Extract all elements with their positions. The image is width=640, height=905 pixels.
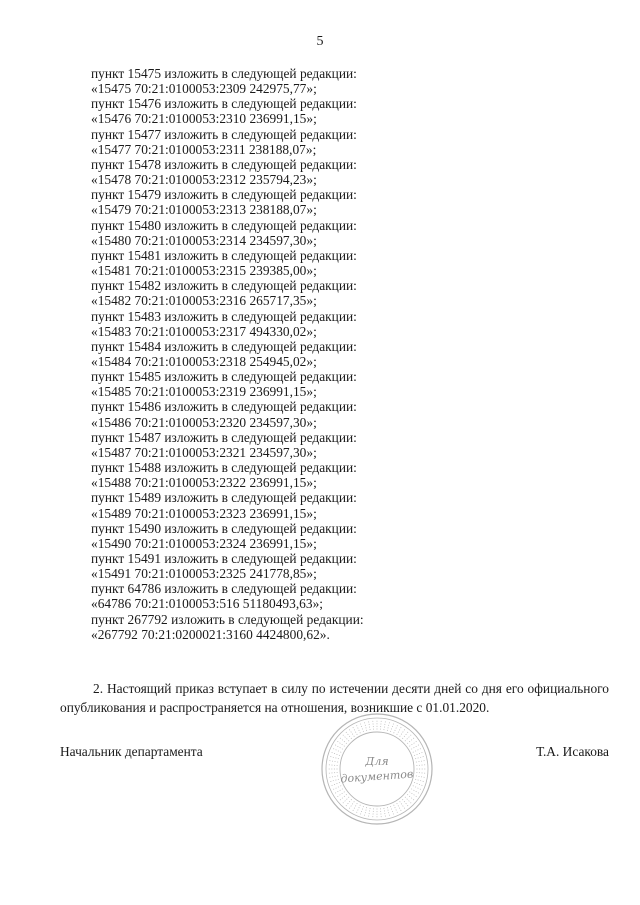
amendment-point-line: пункт 15491 изложить в следующей редакции:: [91, 551, 357, 566]
page-number: 5: [316, 34, 324, 49]
signer-name: Т.А. Исакова: [536, 744, 609, 759]
stamp-seal-icon: [320, 712, 434, 826]
amendment-point-line: пункт 15478 изложить в следующей редакции:: [91, 156, 357, 172]
amendment-text-line: «15489 70:21:0100053:2323 236991,15»;: [91, 505, 317, 521]
amendment-text-line: «64786 70:21:0100053:516 51180493,63»;: [91, 596, 323, 612]
clause-2-paragraph: 2. Настоящий приказ вступает в силу по истечении десяти дней со дня его официального опубликования и распространяется на отношения, возникшие с 01.01.2020.: [60, 681, 609, 715]
amendment-text-line: «15481 70:21:0100053:2315 239385,00»;: [91, 263, 317, 279]
amendment-text-line: «15488 70:21:0100053:2322 236991,15»;: [91, 475, 317, 491]
signer-title: Начальник департамента: [60, 744, 203, 759]
amendment-text-line: «15476 70:21:0100053:2310 236991,15»;: [91, 111, 317, 127]
amendment-list: [91, 66, 411, 642]
amendment-point-line: пункт 15487 изложить в следующей редакции:: [91, 429, 357, 445]
amendment-point-line: пункт 15476 изложить в следующей редакции:: [91, 96, 357, 112]
amendment-point-line: пункт 15486 изложить в следующей редакции:: [91, 399, 357, 415]
amendment-text-line: «267792 70:21:0200021:3160 4424800,62».: [91, 626, 330, 642]
amendment-point-line: пункт 15475 изложить в следующей редакции:: [91, 66, 357, 81]
amendment-point-line: пункт 15477 изложить в следующей редакции:: [91, 126, 357, 142]
amendment-text-line: «15482 70:21:0100053:2316 265717,35»;: [91, 293, 317, 309]
amendment-text-line: «15486 70:21:0100053:2320 234597,30»;: [91, 414, 317, 430]
stamp-text-line1: Для: [365, 755, 389, 768]
amendment-text-line: «15483 70:21:0100053:2317 494330,02»;: [91, 323, 317, 339]
amendment-point-line: пункт 15488 изложить в следующей редакции:: [91, 460, 357, 476]
amendment-text-line: «15491 70:21:0100053:2325 241778,85»;: [91, 566, 317, 582]
amendment-point-line: пункт 15484 изложить в следующей редакции:: [91, 338, 357, 354]
amendment-point-line: пункт 15490 изложить в следующей редакции:: [91, 520, 357, 536]
amendment-point-line: пункт 15482 изложить в следующей редакции:: [91, 278, 357, 294]
amendment-text-line: «15480 70:21:0100053:2314 234597,30»;: [91, 232, 317, 248]
amendment-text-line: «15487 70:21:0100053:2321 234597,30»;: [91, 444, 317, 460]
amendment-point-line: пункт 15479 изложить в следующей редакции:: [91, 187, 357, 203]
amendment-point-line: пункт 15481 изложить в следующей редакции:: [91, 247, 357, 263]
amendment-text-line: «15477 70:21:0100053:2311 238188,07»;: [91, 141, 317, 157]
amendment-text-line: «15479 70:21:0100053:2313 238188,07»;: [91, 202, 317, 218]
amendment-text-line: «15475 70:21:0100053:2309 242975,77»;: [91, 81, 317, 97]
amendment-point-line: пункт 15485 изложить в следующей редакции:: [91, 369, 357, 385]
amendment-text-line: «15484 70:21:0100053:2318 254945,02»;: [91, 353, 317, 369]
amendment-text-line: «15485 70:21:0100053:2319 236991,15»;: [91, 384, 317, 400]
amendment-point-line: пункт 64786 изложить в следующей редакции:: [91, 581, 357, 597]
amendment-point-line: пункт 15489 изложить в следующей редакции:: [91, 490, 357, 506]
amendment-text-line: «15490 70:21:0100053:2324 236991,15»;: [91, 535, 317, 551]
amendment-point-line: пункт 15480 изложить в следующей редакции:: [91, 217, 357, 233]
amendment-text-line: «15478 70:21:0100053:2312 235794,23»;: [91, 172, 317, 188]
amendment-point-line: пункт 15483 изложить в следующей редакции:: [91, 308, 357, 324]
official-stamp: [320, 712, 434, 826]
stamp-text-line2: документов: [340, 767, 414, 786]
amendment-point-line: пункт 267792 изложить в следующей редакции:: [91, 611, 364, 627]
